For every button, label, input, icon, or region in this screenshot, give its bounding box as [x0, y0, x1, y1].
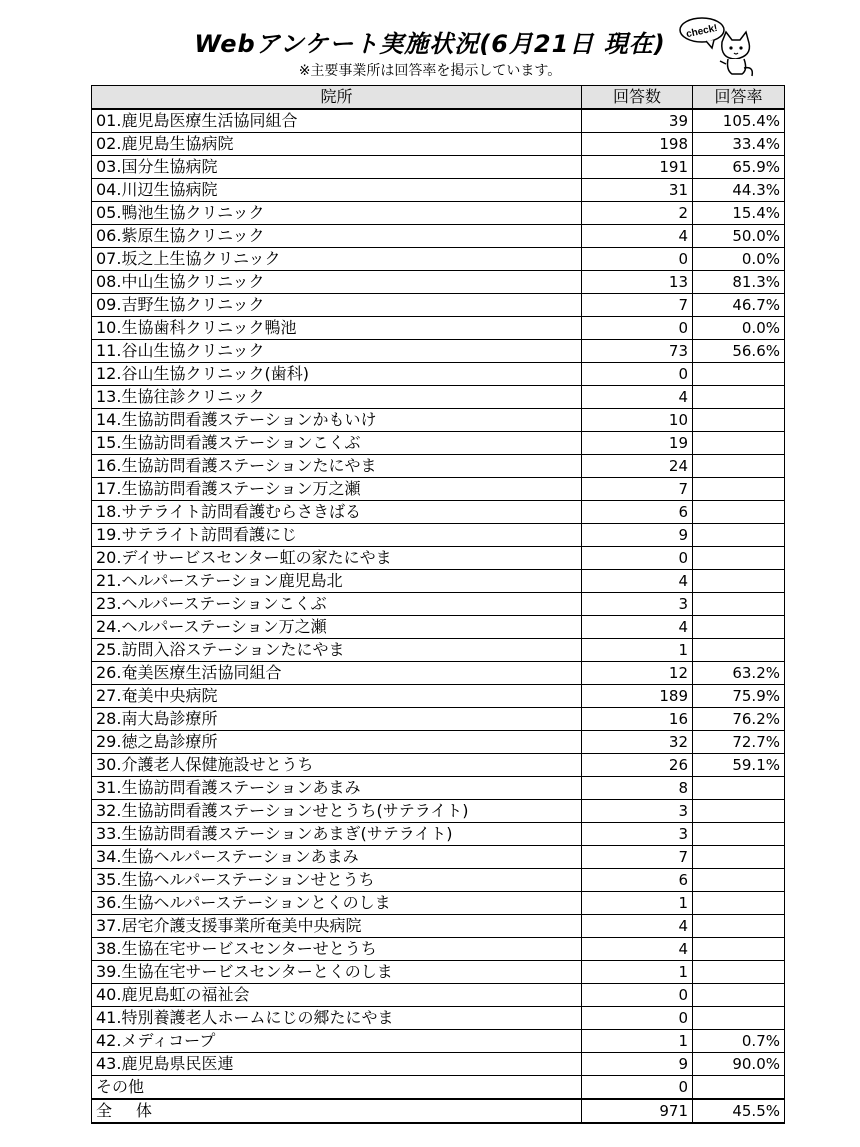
response-count: 189 — [582, 685, 693, 708]
table-row — [92, 1030, 785, 1053]
response-count: 1 — [582, 1030, 693, 1053]
response-count: 2 — [582, 202, 693, 225]
table-row — [92, 386, 785, 409]
response-count: 4 — [582, 938, 693, 961]
table-row — [92, 869, 785, 892]
facility-name: その他 — [92, 1076, 582, 1100]
facility-name: 15.生協訪問看護ステーションこくぶ — [92, 432, 582, 455]
response-count: 9 — [582, 1053, 693, 1076]
table-row — [92, 478, 785, 501]
table-total-row — [92, 1099, 785, 1123]
table-row — [92, 225, 785, 248]
response-rate: 59.1% — [693, 754, 785, 777]
response-count: 3 — [582, 800, 693, 823]
table-row — [92, 915, 785, 938]
facility-name: 31.生協訪問看護ステーションあまみ — [92, 777, 582, 800]
response-count: 32 — [582, 731, 693, 754]
response-rate — [693, 455, 785, 478]
response-count: 0 — [582, 317, 693, 340]
column-header-facility: 院所 — [92, 86, 582, 110]
table-row — [92, 179, 785, 202]
facility-name: 27.奄美中央病院 — [92, 685, 582, 708]
facility-name: 06.紫原生協クリニック — [92, 225, 582, 248]
response-rate — [693, 892, 785, 915]
table-row — [92, 109, 785, 133]
facility-name: 36.生協ヘルパーステーションとくのしま — [92, 892, 582, 915]
response-count: 1 — [582, 639, 693, 662]
response-rate — [693, 938, 785, 961]
column-header-rate: 回答率 — [693, 86, 785, 110]
page-title: Webアンケート実施状況(6月21日 現在) — [194, 30, 666, 58]
facility-name: 35.生協ヘルパーステーションせとうち — [92, 869, 582, 892]
response-rate: 0.7% — [693, 1030, 785, 1053]
response-count: 9 — [582, 524, 693, 547]
facility-name: 13.生協往診クリニック — [92, 386, 582, 409]
facility-name: 37.居宅介護支援事業所奄美中央病院 — [92, 915, 582, 938]
response-count: 26 — [582, 754, 693, 777]
table-row — [92, 1076, 785, 1100]
facility-name: 40.鹿児島虹の福祉会 — [92, 984, 582, 1007]
facility-name: 23.ヘルパーステーションこくぶ — [92, 593, 582, 616]
response-count: 4 — [582, 386, 693, 409]
page-header — [0, 0, 860, 84]
response-count: 12 — [582, 662, 693, 685]
table-row — [92, 156, 785, 179]
facility-name: 28.南大島診療所 — [92, 708, 582, 731]
total-count: 971 — [582, 1099, 693, 1123]
facility-name: 42.メディコープ — [92, 1030, 582, 1053]
table-row — [92, 708, 785, 731]
facility-name: 03.国分生協病院 — [92, 156, 582, 179]
facility-name: 08.中山生協クリニック — [92, 271, 582, 294]
response-count: 3 — [582, 593, 693, 616]
table-row — [92, 202, 785, 225]
facility-name: 30.介護老人保健施設せとうち — [92, 754, 582, 777]
survey-table — [91, 85, 785, 1124]
page-note: ※主要事業所は回答率を掲示しています。 — [298, 63, 562, 79]
facility-name: 34.生協ヘルパーステーションあまみ — [92, 846, 582, 869]
response-count: 0 — [582, 1076, 693, 1100]
response-count: 3 — [582, 823, 693, 846]
response-rate: 65.9% — [693, 156, 785, 179]
table-row — [92, 524, 785, 547]
table-row — [92, 961, 785, 984]
facility-name: 12.谷山生協クリニック(歯科) — [92, 363, 582, 386]
response-count: 0 — [582, 248, 693, 271]
response-rate — [693, 570, 785, 593]
facility-name: 19.サテライト訪問看護にじ — [92, 524, 582, 547]
facility-name: 07.坂之上生協クリニック — [92, 248, 582, 271]
response-rate — [693, 1007, 785, 1030]
table-row — [92, 570, 785, 593]
table-row — [92, 984, 785, 1007]
response-rate: 50.0% — [693, 225, 785, 248]
response-count: 13 — [582, 271, 693, 294]
response-count: 6 — [582, 869, 693, 892]
response-rate — [693, 501, 785, 524]
response-count: 8 — [582, 777, 693, 800]
table-row — [92, 639, 785, 662]
total-label-b: 体 — [136, 1101, 153, 1120]
table-row — [92, 754, 785, 777]
facility-name: 38.生協在宅サービスセンターせとうち — [92, 938, 582, 961]
response-rate: 56.6% — [693, 340, 785, 363]
facility-name: 01.鹿児島医療生活協同組合 — [92, 109, 582, 133]
response-rate — [693, 363, 785, 386]
response-rate — [693, 386, 785, 409]
total-label-a: 全 — [96, 1101, 113, 1120]
facility-name: 05.鴨池生協クリニック — [92, 202, 582, 225]
table-row — [92, 593, 785, 616]
response-count: 4 — [582, 570, 693, 593]
table-row — [92, 133, 785, 156]
facility-name: 04.川辺生協病院 — [92, 179, 582, 202]
response-rate — [693, 616, 785, 639]
table-row — [92, 501, 785, 524]
table-row — [92, 892, 785, 915]
response-rate — [693, 1076, 785, 1100]
facility-name: 33.生協訪問看護ステーションあまぎ(サテライト) — [92, 823, 582, 846]
response-count: 4 — [582, 225, 693, 248]
table-row — [92, 662, 785, 685]
response-rate — [693, 547, 785, 570]
table-row — [92, 800, 785, 823]
response-rate: 46.7% — [693, 294, 785, 317]
response-count: 39 — [582, 109, 693, 133]
table-row — [92, 1053, 785, 1076]
response-count: 6 — [582, 501, 693, 524]
response-rate — [693, 593, 785, 616]
response-count: 198 — [582, 133, 693, 156]
facility-name: 41.特別養護老人ホームにじの郷たにやま — [92, 1007, 582, 1030]
table-row — [92, 846, 785, 869]
facility-name: 14.生協訪問看護ステーションかもいけ — [92, 409, 582, 432]
response-rate: 90.0% — [693, 1053, 785, 1076]
table-row — [92, 731, 785, 754]
facility-name: 09.吉野生協クリニック — [92, 294, 582, 317]
facility-name: 29.徳之島診療所 — [92, 731, 582, 754]
response-rate: 105.4% — [693, 109, 785, 133]
table-row — [92, 455, 785, 478]
response-rate — [693, 823, 785, 846]
table-row — [92, 777, 785, 800]
table-row — [92, 271, 785, 294]
response-rate: 0.0% — [693, 317, 785, 340]
facility-name: 16.生協訪問看護ステーションたにやま — [92, 455, 582, 478]
response-rate: 72.7% — [693, 731, 785, 754]
response-count: 0 — [582, 984, 693, 1007]
cat-mascot-icon — [676, 12, 756, 82]
table-row — [92, 409, 785, 432]
table-row — [92, 823, 785, 846]
response-count: 0 — [582, 363, 693, 386]
table-row — [92, 248, 785, 271]
facility-name: 02.鹿児島生協病院 — [92, 133, 582, 156]
response-count: 24 — [582, 455, 693, 478]
response-rate: 15.4% — [693, 202, 785, 225]
response-count: 19 — [582, 432, 693, 455]
table-header-row — [92, 86, 785, 110]
total-rate: 45.5% — [693, 1099, 785, 1123]
facility-name: 20.デイサービスセンター虹の家たにやま — [92, 547, 582, 570]
response-count: 10 — [582, 409, 693, 432]
response-rate: 76.2% — [693, 708, 785, 731]
response-count: 4 — [582, 915, 693, 938]
response-count: 0 — [582, 1007, 693, 1030]
response-rate — [693, 409, 785, 432]
table-row — [92, 363, 785, 386]
facility-name: 43.鹿児島県民医連 — [92, 1053, 582, 1076]
table-row — [92, 547, 785, 570]
table-row — [92, 685, 785, 708]
response-rate: 63.2% — [693, 662, 785, 685]
table-row — [92, 616, 785, 639]
response-count: 191 — [582, 156, 693, 179]
facility-name: 17.生協訪問看護ステーション万之瀬 — [92, 478, 582, 501]
mascot-speech-text: check! — [685, 22, 719, 41]
response-rate: 75.9% — [693, 685, 785, 708]
response-rate — [693, 961, 785, 984]
response-rate: 81.3% — [693, 271, 785, 294]
table-row — [92, 938, 785, 961]
response-rate: 0.0% — [693, 248, 785, 271]
facility-name: 32.生協訪問看護ステーションせとうち(サテライト) — [92, 800, 582, 823]
table-row — [92, 340, 785, 363]
response-rate: 33.4% — [693, 133, 785, 156]
response-count: 7 — [582, 846, 693, 869]
response-count: 4 — [582, 616, 693, 639]
column-header-count: 回答数 — [582, 86, 693, 110]
response-rate — [693, 432, 785, 455]
facility-name: 39.生協在宅サービスセンターとくのしま — [92, 961, 582, 984]
facility-name: 11.谷山生協クリニック — [92, 340, 582, 363]
response-rate — [693, 524, 785, 547]
response-rate — [693, 800, 785, 823]
response-rate — [693, 915, 785, 938]
facility-name: 25.訪問入浴ステーションたにやま — [92, 639, 582, 662]
facility-name: 24.ヘルパーステーション万之瀬 — [92, 616, 582, 639]
facility-name: 26.奄美医療生活協同組合 — [92, 662, 582, 685]
response-count: 1 — [582, 892, 693, 915]
response-rate — [693, 478, 785, 501]
response-count: 7 — [582, 478, 693, 501]
table-row — [92, 317, 785, 340]
response-count: 73 — [582, 340, 693, 363]
facility-name: 18.サテライト訪問看護むらさきばる — [92, 501, 582, 524]
response-rate — [693, 639, 785, 662]
table-row — [92, 1007, 785, 1030]
response-count: 0 — [582, 547, 693, 570]
table-row — [92, 294, 785, 317]
response-rate — [693, 846, 785, 869]
facility-name: 10.生協歯科クリニック鴨池 — [92, 317, 582, 340]
response-count: 16 — [582, 708, 693, 731]
response-rate — [693, 984, 785, 1007]
facility-name: 21.ヘルパーステーション鹿児島北 — [92, 570, 582, 593]
total-label — [92, 1099, 582, 1123]
response-rate: 44.3% — [693, 179, 785, 202]
response-count: 31 — [582, 179, 693, 202]
response-count: 1 — [582, 961, 693, 984]
response-count: 7 — [582, 294, 693, 317]
response-rate — [693, 777, 785, 800]
response-rate — [693, 869, 785, 892]
table-row — [92, 432, 785, 455]
